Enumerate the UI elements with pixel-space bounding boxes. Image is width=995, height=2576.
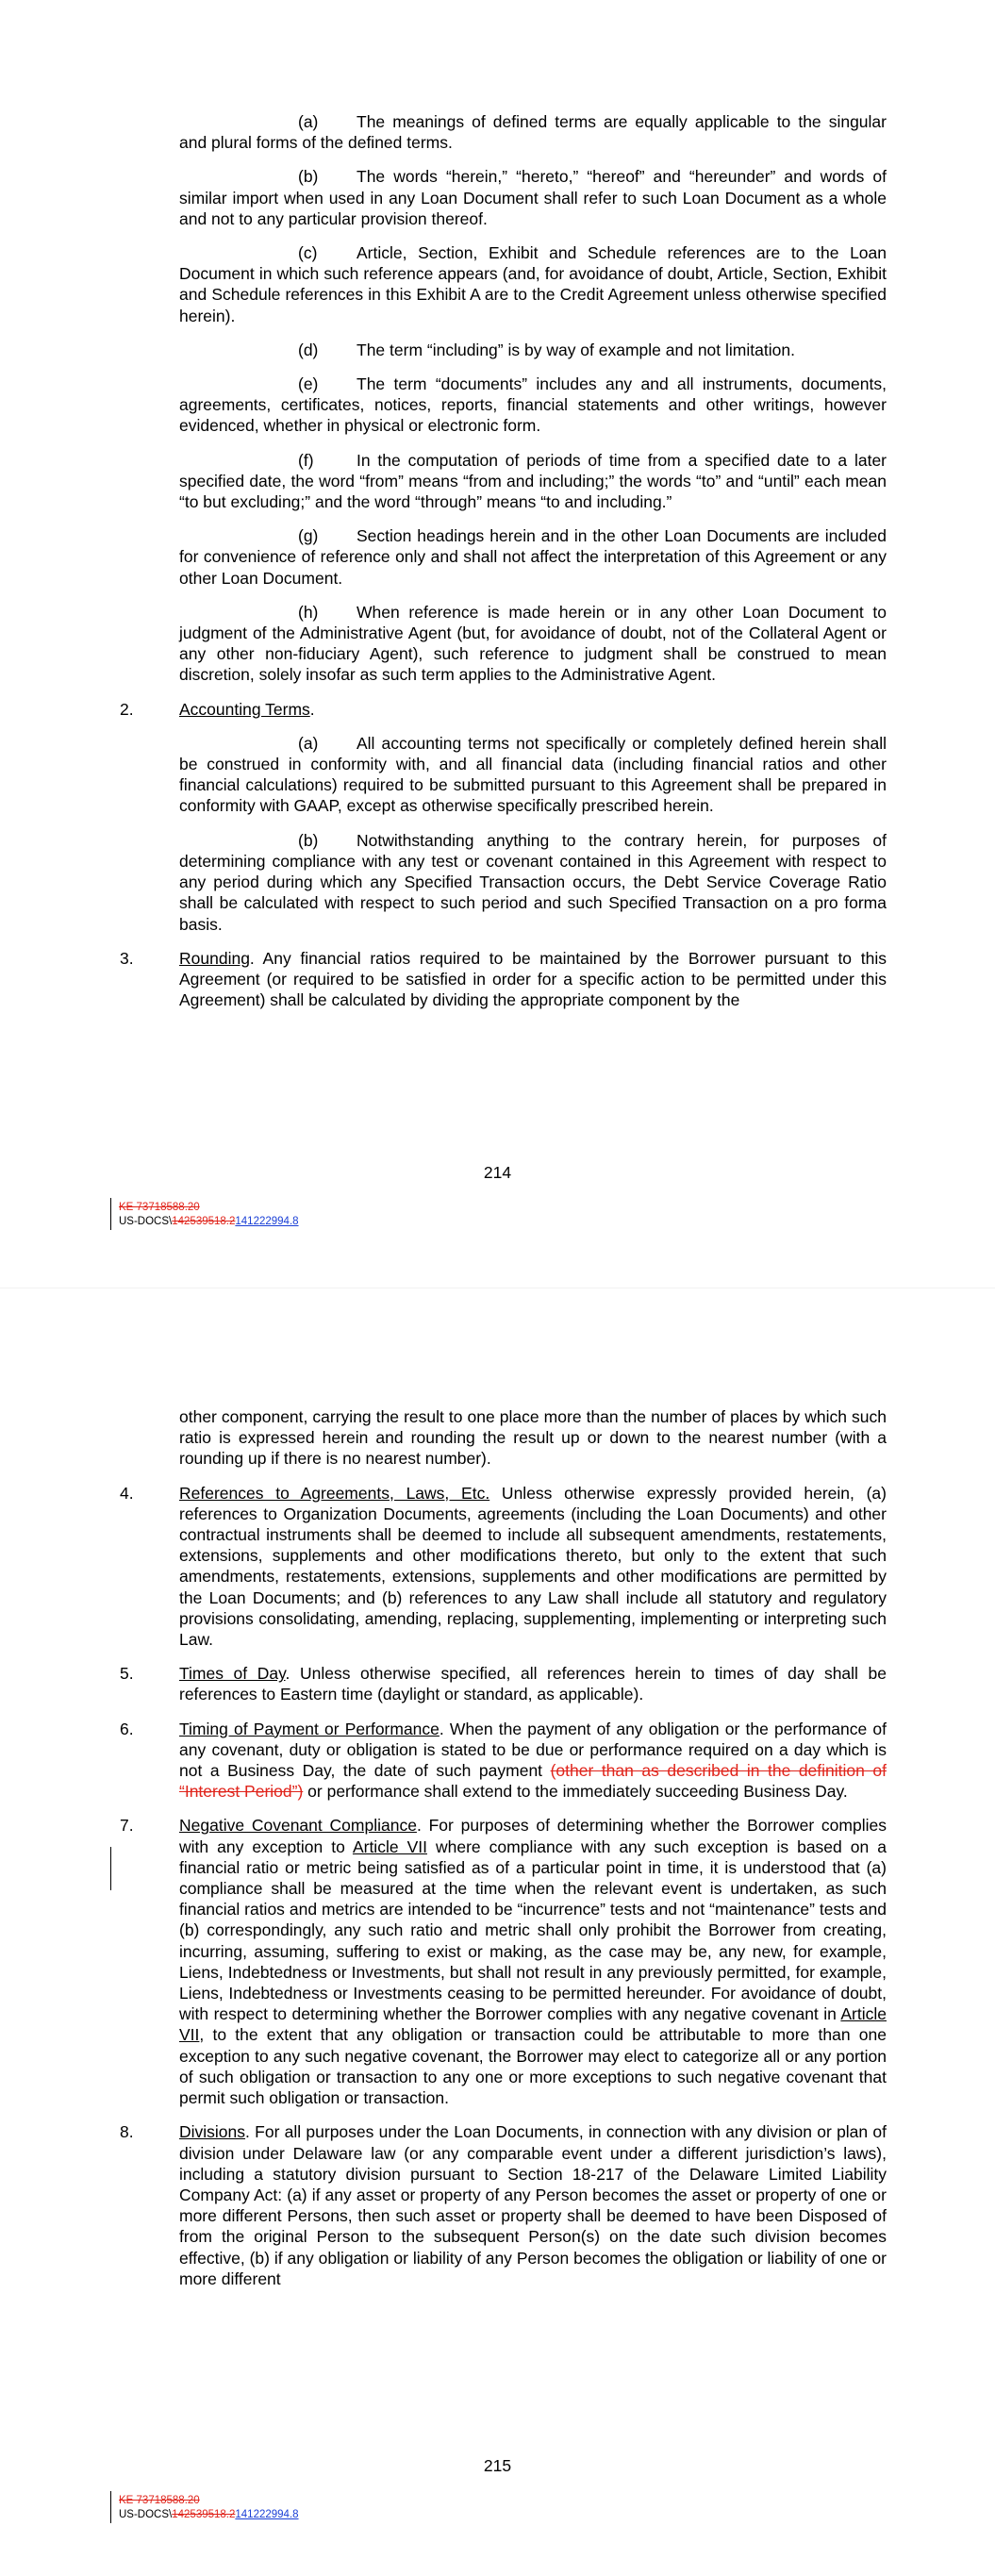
section-5-title: Times of Day bbox=[179, 1664, 286, 1684]
interpretation-h: (h) When reference is made herein or in any other Loan Document to judgment of the Administrative Agent (but, for avoidance of doubt, not of the Collateral Agent or any other non-fiduciary Agent), such reference to judgment shall be construed to mean discretion, solely insofar as such term applies to the Administrative Agent. bbox=[179, 602, 887, 685]
interpretation-d: (d) The term “including” is by way of example and not limitation. bbox=[298, 340, 795, 359]
section-6-title: Timing of Payment or Performance bbox=[179, 1719, 439, 1738]
interpretation-b: (b) The words “herein,” “hereto,” “hereof” and “hereunder” and words of similar import when used in any Loan Document shall refer to such Loan Document as a whole and not to any particular provision thereof. bbox=[179, 167, 887, 228]
document-footer bbox=[119, 1201, 299, 1229]
change-bar bbox=[110, 2491, 111, 2523]
interpretation-c: (c) Article, Section, Exhibit and Schedule references are to the Loan Document in which such reference appears (and, for avoidance of doubt, Article, Section, Exhibit and Schedule references in this Exhibit A are to the Credit Agreement unless otherwise specified herein). bbox=[179, 243, 887, 325]
document-footer bbox=[119, 2494, 299, 2522]
page-body bbox=[120, 1406, 887, 2302]
section-7-title: Negative Covenant Compliance bbox=[179, 1816, 417, 1836]
interpretation-f: (f) In the computation of periods of time from a specified date to a later specified date, the word “from” means “from and including;” the words “to” and “until” each mean “to but excluding;” and the word “through” means “to and including.” bbox=[179, 450, 887, 512]
footer-deleted-id: KE 73718588.20 bbox=[119, 2495, 200, 2506]
accounting-a: (a) All accounting terms not specifically or completely defined herein shall be construed in conformity with, and all financial data (including financial ratios and other financial calculations) required to be submitted pursuant to this Agreement shall be prepared in conformity with GAAP, except as otherwise specifically prescribed herein. bbox=[179, 733, 887, 816]
section-2-heading: 2. Accounting Terms. bbox=[120, 699, 315, 719]
section-3: 3. Rounding. Any financial ratios required to be maintained by the Borrower pursuant to this Agreement (or required to be satisfied in order for a specific action to be permitted under this Agreement) shall be calculated by dividing the appropriate component by the bbox=[120, 948, 887, 1010]
change-bar bbox=[110, 1198, 111, 1230]
interpretation-g: (g) Section headings herein and in the other Loan Documents are included for convenience of reference only and shall not affect the interpretation of this Agreement or any other Loan Document. bbox=[179, 526, 887, 588]
section-6: 6. Timing of Payment or Performance. When the payment of any obligation or the performance of any covenant, duty or obligation is stated to be due or performance required on a day which is not a Business Day, the date of such payment (other than as described in the definition of “Interest Period”) or performance shall extend to the immediately succeeding Business Day. bbox=[120, 1719, 887, 1802]
interpretation-a: (a) The meanings of defined terms are equally applicable to the singular and plural forms of the defined terms. bbox=[179, 112, 887, 153]
change-bar bbox=[110, 1847, 111, 1890]
interpretation-e: (e) The term “documents” includes any and all instruments, documents, agreements, certificates, notices, reports, financial statements and other writings, however evidenced, whether in physical or electronic form. bbox=[179, 374, 887, 436]
section-3-title: Rounding bbox=[179, 948, 250, 968]
article-vii-link: Article VII bbox=[352, 1836, 427, 1856]
deleted-text: (other than as described in the definition of “Interest Period”) bbox=[179, 1761, 887, 1802]
accounting-b: (b) Notwithstanding anything to the contrary herein, for purposes of determining compliance with any test or covenant contained in this Agreement with respect to any period during which any Specified Transaction occurs, the Debt Service Coverage Ratio shall be calculated with respect to such period and such Specified Transaction on a pro forma basis. bbox=[179, 830, 887, 934]
page-number: 214 bbox=[483, 1163, 512, 1182]
section-2-title: Accounting Terms bbox=[179, 699, 310, 719]
page-215 bbox=[0, 1288, 995, 2576]
footer-doc-id: US-DOCS\142539518.2141222994.8 bbox=[119, 1216, 299, 1227]
page-body bbox=[120, 111, 887, 1023]
section-8-title: Divisions bbox=[179, 2122, 246, 2142]
rounding-continuation: other component, carrying the result to one place more than the number of places by which such ratio is expressed herein and rounding the result up or down to the nearest number (with a rounding up if there is no nearest number). bbox=[179, 1407, 887, 1469]
section-4-title: References to Agreements, Laws, Etc. bbox=[179, 1483, 490, 1503]
article-vii-link: Article VII bbox=[179, 2004, 887, 2045]
section-5: 5. Times of Day. Unless otherwise specified, all references herein to times of day shall be references to Eastern time (daylight or standard, as applicable). bbox=[120, 1664, 887, 1704]
page-number: 215 bbox=[483, 2456, 512, 2475]
footer-deleted-id: KE 73718588.20 bbox=[119, 1202, 200, 1213]
footer-doc-id: US-DOCS\142539518.2141222994.8 bbox=[119, 2509, 299, 2520]
section-7: 7. Negative Covenant Compliance. For purposes of determining whether the Borrower complies with any exception to Article VII where compliance with any such exception is based on a financial ratio or metric being satisfied as of a particular point in time, it is understood that (a) compliance shall be measured at the time when the relevant event is undertaken, as such financial ratios and metrics are intended to be “incurrence” tests and not “maintenance” tests and (b) correspondingly, any such ratio and metric shall only prohibit the Borrower from creating, incurring, assuming, suffering to exist or making, as the case may be, any new, for example, Liens, Indebtedness or Investments, but shall not result in any previously permitted, for example, Liens, Indebtedness or Investments ceasing to be permitted hereunder. For avoidance of doubt, with respect to determining whether the Borrower complies with any negative covenant in Article VII, to the extent that any obligation or transaction could be attributable to more than one exception to any such negative covenant, the Borrower may elect to categorize all or any portion of such obligation or transaction to any one or more exceptions to such negative covenant that permit such obligation or transaction. bbox=[120, 1816, 887, 2108]
section-4: 4. References to Agreements, Laws, Etc. Unless otherwise expressly provided herein, (a) references to Organization Documents, agreements (including the Loan Documents) and other contractual instruments shall be deemed to include all subsequent amendments, restatements, extensions, supplements and other modifications thereto, but only to the extent that such amendments, restatements, extensions, supplements and other modifications are permitted by the Loan Documents; and (b) references to any Law shall include all statutory and regulatory provisions consolidating, amending, replacing, supplementing, implementing or interpreting such Law. bbox=[120, 1483, 887, 1650]
section-8: 8. Divisions. For all purposes under the Loan Documents, in connection with any division or plan of division under Delaware law (or any comparable event under a different jurisdiction’s laws), including a statutory division pursuant to Section 18-217 of the Delaware Limited Liability Company Act: (a) if any asset or property of any Person becomes the asset or property of one or more different Persons, then such asset or property shall be deemed to have been Disposed of from the original Person to the subsequent Person(s) on the date such division becomes effective, (b) if any obligation or liability of any Person becomes the obligation or liability of one or more different bbox=[120, 2122, 887, 2288]
